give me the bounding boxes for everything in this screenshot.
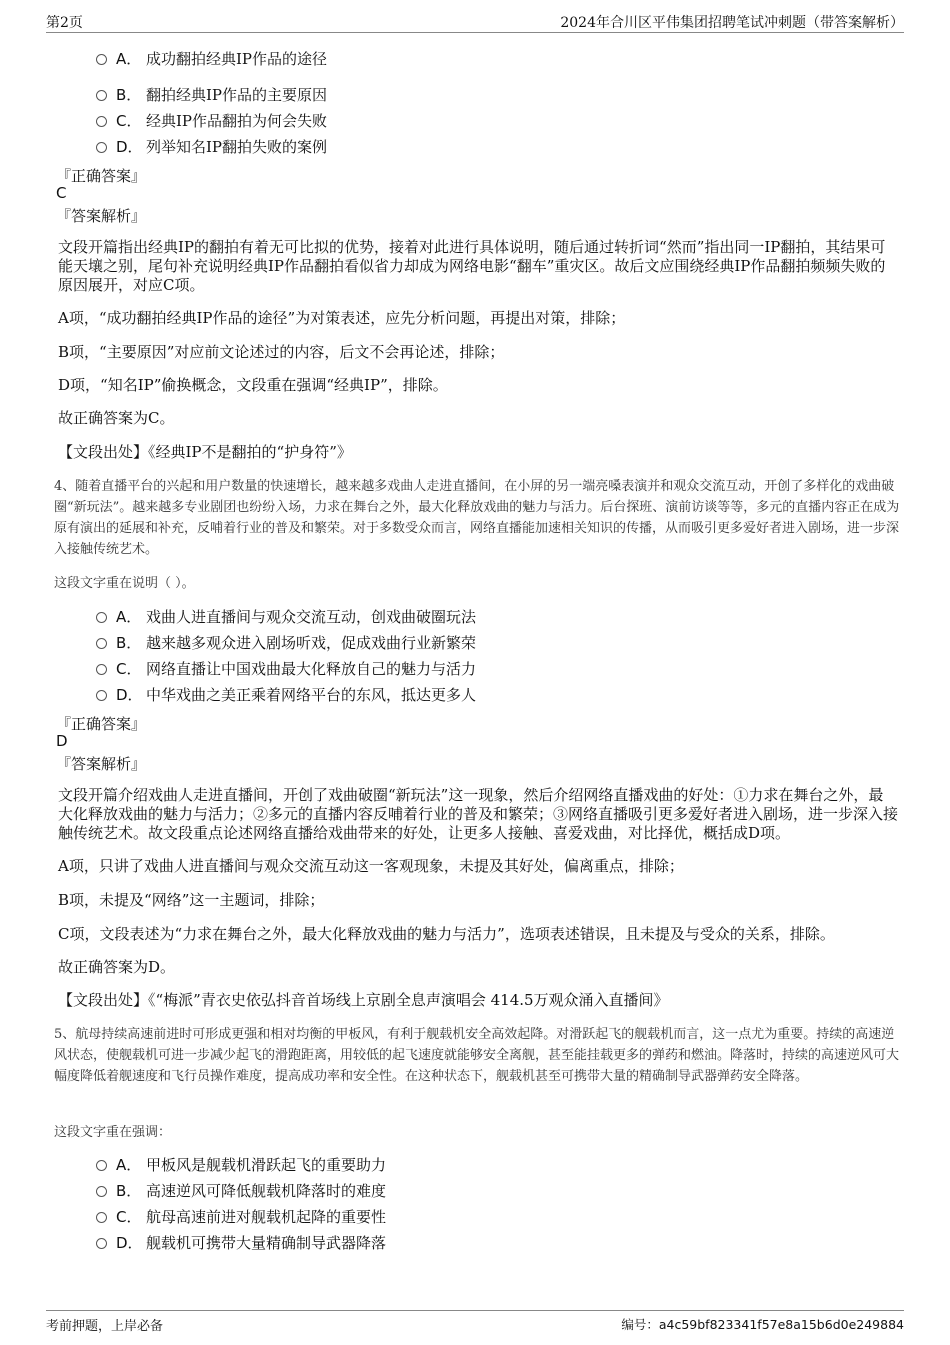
radio-icon[interactable] <box>96 612 107 623</box>
analysis-paragraph: B项，未提及“网络”这一主题词，排除； <box>58 891 325 909</box>
document-title: 2024年合川区平伟集团招聘笔试冲刺题（带答案解析） <box>560 15 904 31</box>
option-a[interactable]: A． 戏曲人进直播间与观众交流互动，创戏曲破圈玩法 <box>96 606 476 628</box>
analysis-paragraph: D项，“知名IP”偷换概念，文段重在强调“经典IP”，排除。 <box>58 376 448 394</box>
radio-icon[interactable] <box>96 90 107 101</box>
option-d[interactable]: D． 中华戏曲之美正乘着网络平台的东风，抵达更多人 <box>96 684 476 706</box>
analysis-paragraph: C项，文段表述为“力求在舞台之外，最大化释放戏曲的魅力与活力”，选项表述错误，且未提及与受众的关系，排除。 <box>58 925 835 943</box>
option-d[interactable]: D． 列举知名IP翻拍失败的案例 <box>96 136 327 158</box>
radio-icon[interactable] <box>96 638 107 649</box>
source-citation: 【文段出处】《经典IP不是翻拍的“护身符”》 <box>58 443 352 461</box>
radio-icon[interactable] <box>96 664 107 675</box>
page-footer <box>46 1310 904 1334</box>
analysis-paragraph: B项，“主要原因”对应前文论述过的内容，后文不会再论述，排除； <box>58 343 505 361</box>
radio-icon[interactable] <box>96 116 107 127</box>
analysis-label: 『答案解析』 <box>56 755 147 773</box>
option-d[interactable]: D． 舰载机可携带大量精确制导武器降落 <box>96 1232 386 1254</box>
option-b[interactable]: B． 越来越多观众进入剧场听戏，促成戏曲行业新繁荣 <box>96 632 476 654</box>
page-header <box>46 12 904 33</box>
source-citation: 【文段出处】《“梅派”青衣史依弘抖音首场线上京剧全息声演唱会 414.5万观众涌入直播间》 <box>58 991 669 1009</box>
option-b[interactable]: B． 高速逆风可降低舰载机降落时的难度 <box>96 1180 386 1202</box>
radio-icon[interactable] <box>96 690 107 701</box>
analysis-label: 『答案解析』 <box>56 207 147 225</box>
page-number: 第2页 <box>46 15 83 31</box>
question-stem: 5、航母持续高速前进时可形成更强和相对均衡的甲板风，有利于舰载机安全高效起降。对滑跃起飞的舰载机而言，这一点尤为重要。持续的高速逆风状态，使舰载机可进一步减少起飞的滑跑距离，用较低的起飞速度就能够安全离舰，甚至能挂载更多的弹药和燃油。降落时，持续的高速逆风可大幅度降低着舰速度和飞行员操作难度，提高成功率和安全性。在这种状态下，舰载机甚至可携带大量的精确制导武器弹药安全降落。 <box>54 1027 900 1084</box>
radio-icon[interactable] <box>96 1238 107 1249</box>
analysis-paragraph: A项，只讲了戏曲人进直播间与观众交流互动这一客观现象，未提及其好处，偏离重点，排除； <box>58 857 684 875</box>
option-c[interactable]: C． 网络直播让中国戏曲最大化释放自己的魅力与活力 <box>96 658 476 680</box>
question-prompt: 这段文字重在说明（ ）。 <box>54 576 195 591</box>
option-a[interactable]: A． 成功翻拍经典IP作品的途径 <box>96 48 327 70</box>
analysis-paragraph: A项，“成功翻拍经典IP作品的途径”为对策表述，应先分析问题，再提出对策，排除； <box>58 309 626 327</box>
analysis-paragraph: 故正确答案为D。 <box>58 958 176 976</box>
question-prompt: 这段文字重在强调： <box>54 1125 172 1140</box>
footer-slogan: 考前押题，上岸必备 <box>46 1319 164 1334</box>
radio-icon[interactable] <box>96 1160 107 1171</box>
radio-icon[interactable] <box>96 1186 107 1197</box>
option-a[interactable]: A． 甲板风是舰载机滑跃起飞的重要助力 <box>96 1154 386 1176</box>
option-c[interactable]: C． 航母高速前进对舰载机起降的重要性 <box>96 1206 386 1228</box>
radio-icon[interactable] <box>96 1212 107 1223</box>
answer-label: 『正确答案』 <box>56 715 147 733</box>
analysis-paragraph: 故正确答案为C。 <box>58 409 175 427</box>
answer-value: D <box>56 732 68 750</box>
answer-value: C <box>56 184 67 202</box>
document-id: 编号：a4c59bf823341f57e8a15b6d0e249884 <box>621 1317 904 1332</box>
answer-label: 『正确答案』 <box>56 167 147 185</box>
question-stem: 4、随着直播平台的兴起和用户数量的快速增长，越来越多戏曲人走进直播间，在小屏的另一端亮嗓表演并和观众交流互动，开创了多样化的戏曲破圈“新玩法”。越来越多专业剧团也纷纷入场，力求在舞台之外，最大化释放戏曲的魅力与活力。后台探班、演前访谈等等，多元的直播内容正在成为原有演出的延展和补充，反哺着行业的普及和繁荣。对于多数受众而言，网络直播能加速相关知识的传播，从而吸引更多爱好者进入剧场，进一步深入接触传统艺术。 <box>54 479 900 557</box>
radio-icon[interactable] <box>96 142 107 153</box>
option-b[interactable]: B． 翻拍经典IP作品的主要原因 <box>96 84 327 106</box>
analysis-paragraph: 文段开篇介绍戏曲人走进直播间，开创了戏曲破圈“新玩法”这一现象，然后介绍网络直播戏曲的好处：①力求在舞台之外，最大化释放戏曲的魅力与活力；②多元的直播内容反哺着行业的普及和繁荣；③网络直播吸引更多爱好者进入剧场，进一步深入接触传统艺术。故文段重点论述网络直播给戏曲带来的好处，让更多人接触、喜爱戏曲，对比择优，概括成D项。 <box>58 786 899 842</box>
analysis-paragraph: 文段开篇指出经典IP的翻拍有着无可比拟的优势，接着对此进行具体说明，随后通过转折词“然而”指出同一IP翻拍，其结果可能天壤之别，尾句补充说明经典IP作品翻拍看似省力却成为网络电影“翻车”重灾区。故后文应围绕经典IP作品翻拍频频失败的原因展开，对应C项。 <box>58 238 886 294</box>
option-c[interactable]: C． 经典IP作品翻拍为何会失败 <box>96 110 327 132</box>
radio-icon[interactable] <box>96 54 107 65</box>
